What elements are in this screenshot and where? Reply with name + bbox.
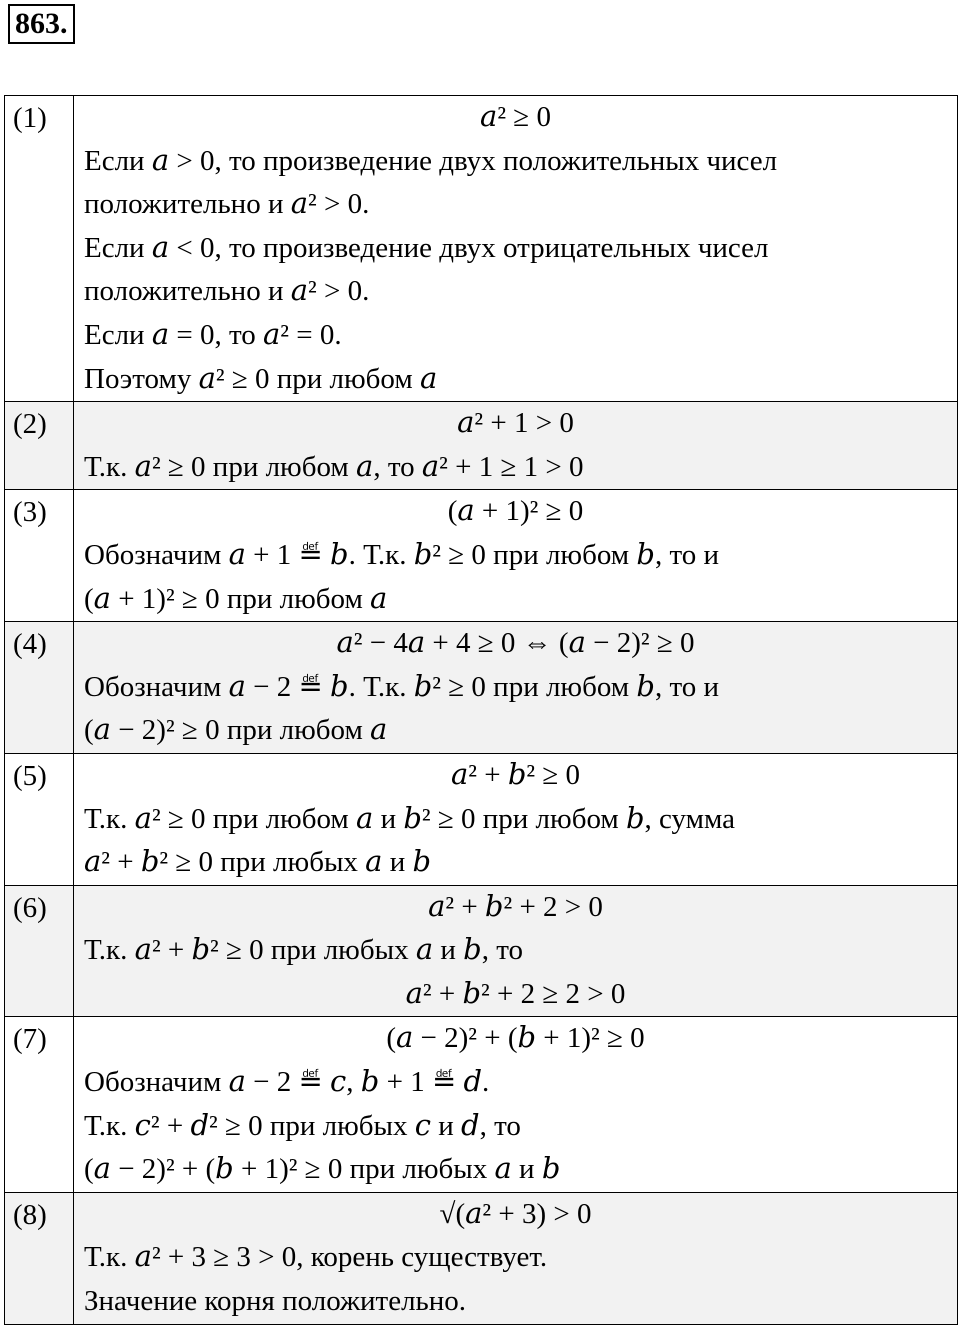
row-content (74, 885, 958, 1017)
text-line: Т.к. 𝑎² + 3 ≥ 3 > 0, корень существует. (84, 1241, 548, 1274)
table-row (5, 885, 958, 1017)
row-number: (2) (5, 402, 74, 490)
formula: 𝑎² + 𝑏² + 2 ≥ 2 > 0 (405, 977, 626, 1010)
text-line: (𝑎 − 2)² ≥ 0 при любом 𝑎 (84, 714, 388, 747)
formula: (𝑎 + 1)² ≥ 0 (447, 495, 584, 528)
text-line: Т.к. 𝑎² + 𝑏² ≥ 0 при любых 𝑎 и 𝑏, то (84, 934, 523, 967)
row-content (74, 753, 958, 885)
row-number: (1) (5, 96, 74, 402)
text-line: Обозначим 𝑎 − 2 ≝ 𝑏. Т.к. 𝑏² ≥ 0 при любом 𝑏, то и (84, 670, 720, 703)
formula: 𝑎² − 4𝑎 + 4 ≥ 0 ⇔ (𝑎 − 2)² ≥ 0 (336, 627, 695, 660)
text-line: Обозначим 𝑎 − 2 ≝ 𝑐, 𝑏 + 1 ≝ 𝑑. (84, 1066, 490, 1099)
table-row (5, 753, 958, 885)
table-row (5, 1192, 958, 1324)
table-row (5, 490, 958, 622)
formula: 𝑎² ≥ 0 (480, 101, 551, 133)
text-line: (𝑎 − 2)² + (𝑏 + 1)² ≥ 0 при любых 𝑎 и 𝑏 (84, 1153, 561, 1186)
text-line: Если 𝑎 = 0, то 𝑎² = 0. (84, 318, 342, 351)
row-content (74, 1192, 958, 1324)
table-row (5, 1017, 958, 1192)
text-line: Т.к. 𝑐² + 𝑑² ≥ 0 при любых 𝑐 и 𝑑, то (84, 1109, 521, 1142)
solutions-table (4, 95, 958, 1325)
table-row (5, 622, 958, 754)
formula: 𝑎² + 𝑏² + 2 > 0 (428, 890, 603, 923)
text-line: Если 𝑎 > 0, то произведение двух положительных чисел (84, 144, 778, 177)
table-row (5, 96, 958, 402)
text-line: Поэтому 𝑎² ≥ 0 при любом 𝑎 (84, 362, 438, 395)
row-number: (7) (5, 1017, 74, 1192)
text-line: положительно и 𝑎² > 0. (84, 275, 370, 308)
formula: 𝑎² + 1 > 0 (457, 407, 574, 440)
row-content (74, 622, 958, 754)
text-line: Обозначим 𝑎 + 1 ≝ 𝑏. Т.к. 𝑏² ≥ 0 при любом 𝑏, то и (84, 538, 720, 571)
row-number: (5) (5, 753, 74, 885)
row-number: (6) (5, 885, 74, 1017)
text-line: Если 𝑎 < 0, то произведение двух отрицательных чисел (84, 231, 769, 264)
text-line: Т.к. 𝑎² ≥ 0 при любом 𝑎 и 𝑏² ≥ 0 при любом 𝑏, сумма (84, 802, 736, 835)
formula: (𝑎 − 2)² + (𝑏 + 1)² ≥ 0 (386, 1022, 645, 1055)
text-line: 𝑎² + 𝑏² ≥ 0 при любых 𝑎 и 𝑏 (84, 846, 432, 879)
row-content (74, 96, 958, 402)
text-line: Т.к. 𝑎² ≥ 0 при любом 𝑎, то 𝑎² + 1 ≥ 1 > 0 (84, 450, 584, 483)
text-line: (𝑎 + 1)² ≥ 0 при любом 𝑎 (84, 582, 388, 615)
formula: 𝑎² + 𝑏² ≥ 0 (450, 758, 580, 791)
row-number: (4) (5, 622, 74, 754)
row-number: (3) (5, 490, 74, 622)
row-content (74, 1017, 958, 1192)
task-number: 863. (8, 4, 75, 44)
row-number: (8) (5, 1192, 74, 1324)
text-line: Значение корня положительно. (84, 1285, 467, 1318)
row-content (74, 402, 958, 490)
row-content (74, 490, 958, 622)
table-row (5, 402, 958, 490)
text-line: положительно и 𝑎² > 0. (84, 188, 370, 221)
formula: √(𝑎² + 3) > 0 (439, 1197, 592, 1230)
